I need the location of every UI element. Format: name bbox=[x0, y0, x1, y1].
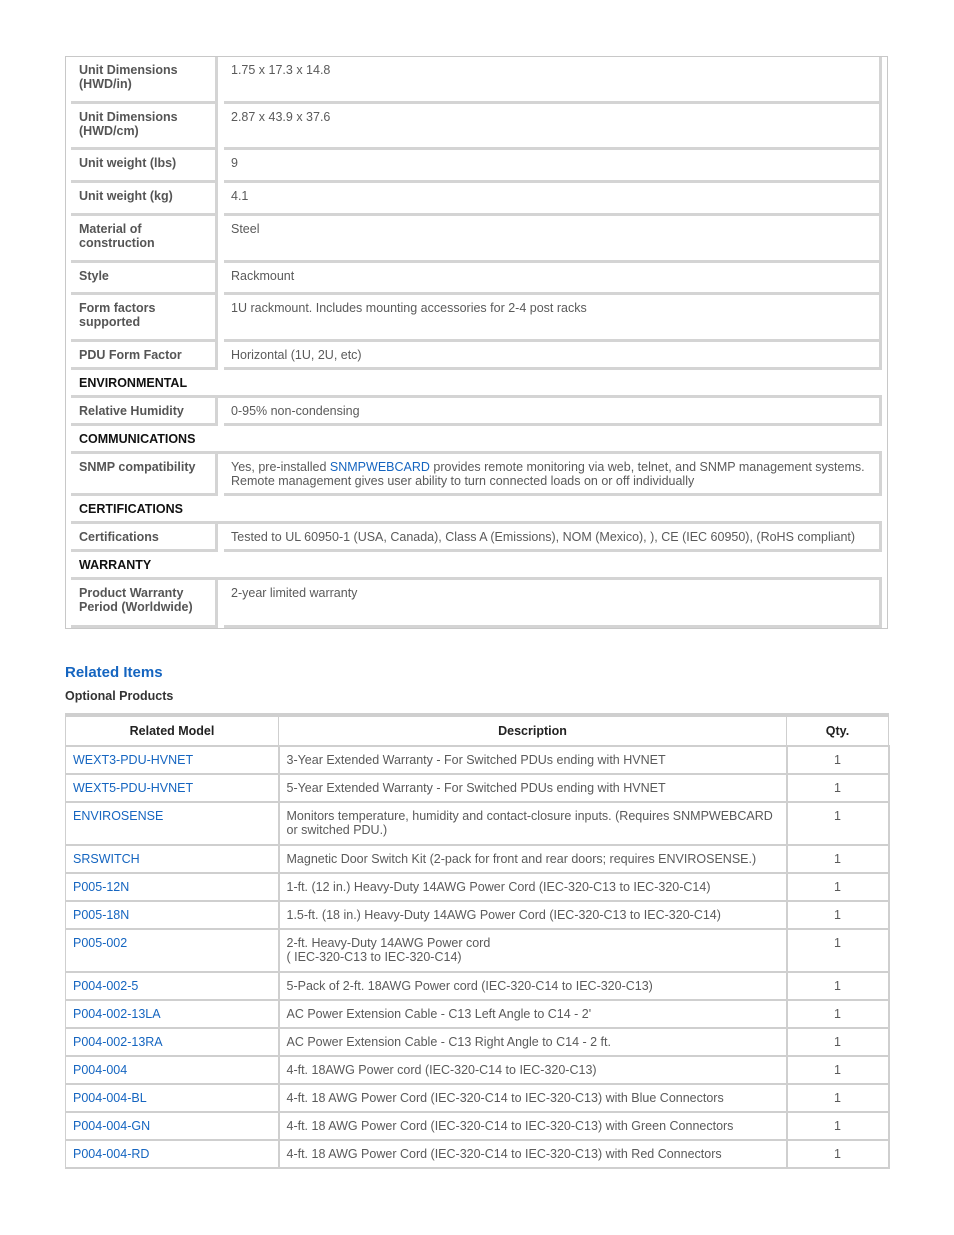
spec-label: Form factors supported bbox=[71, 295, 218, 342]
description-line: ( IEC-320-C13 to IEC-320-C14) bbox=[286, 950, 462, 964]
description-line: 2-ft. Heavy-Duty 14AWG Power cord bbox=[286, 936, 491, 950]
table-row bbox=[66, 1056, 889, 1084]
model-link[interactable]: P004-002-13RA bbox=[73, 1035, 163, 1049]
spec-value: Rackmount bbox=[224, 263, 882, 295]
related-items-heading: Related Items bbox=[65, 664, 163, 681]
description-cell: 4-ft. 18 AWG Power Cord (IEC-320-C14 to IEC-320-C13) with Blue Connectors bbox=[279, 1084, 787, 1112]
spec-row bbox=[71, 104, 882, 150]
model-link[interactable]: P004-004-GN bbox=[73, 1119, 151, 1133]
model-cell bbox=[66, 746, 279, 774]
description-cell: AC Power Extension Cable - C13 Left Angle to C14 - 2' bbox=[279, 1000, 787, 1028]
section-heading: COMMUNICATIONS bbox=[71, 426, 882, 454]
spec-label: Relative Humidity bbox=[71, 398, 218, 426]
spec-label: Unit Dimensions (HWD/cm) bbox=[71, 104, 218, 150]
model-cell bbox=[66, 901, 279, 929]
model-cell bbox=[66, 845, 279, 873]
spec-value: 1.75 x 17.3 x 14.8 bbox=[224, 57, 882, 104]
table-row bbox=[66, 1084, 889, 1112]
description-cell: AC Power Extension Cable - C13 Right Angle to C14 - 2 ft. bbox=[279, 1028, 787, 1056]
spec-value-text: Yes, pre-installed bbox=[231, 460, 330, 474]
model-link[interactable]: WEXT3-PDU-HVNET bbox=[73, 753, 194, 767]
model-cell bbox=[66, 1112, 279, 1140]
snmpwebcard-link[interactable]: SNMPWEBCARD bbox=[329, 460, 430, 474]
spec-value-text: provides remote monitoring via web, telnet, and SNMP management systems. Remote management gives user ability to turn connected loads on or off individually bbox=[231, 460, 865, 488]
model-link[interactable]: P004-002-5 bbox=[73, 979, 139, 993]
spec-value: Tested to UL 60950-1 (USA, Canada), Class A (Emissions), NOM (Mexico), ), CE (IEC 60950), (RoHS compliant) bbox=[224, 524, 882, 552]
description-cell: 4-ft. 18 AWG Power Cord (IEC-320-C14 to IEC-320-C13) with Red Connectors bbox=[279, 1140, 787, 1168]
model-cell bbox=[66, 1084, 279, 1112]
table-row bbox=[66, 845, 889, 873]
model-cell bbox=[66, 929, 279, 972]
table-row bbox=[66, 1028, 889, 1056]
table-row bbox=[66, 929, 889, 972]
qty-cell: 1 bbox=[787, 746, 889, 774]
spec-row bbox=[71, 216, 882, 263]
spec-label: Style bbox=[71, 263, 218, 295]
optional-products-heading: Optional Products bbox=[65, 689, 174, 703]
spec-row bbox=[71, 183, 882, 216]
spec-value: 2-year limited warranty bbox=[224, 580, 882, 628]
related-products-table bbox=[65, 713, 890, 1169]
qty-cell: 1 bbox=[787, 1084, 889, 1112]
qty-cell: 1 bbox=[787, 929, 889, 972]
section-heading: WARRANTY bbox=[71, 552, 882, 580]
spec-label: Unit weight (lbs) bbox=[71, 150, 218, 183]
table-row bbox=[66, 873, 889, 901]
spec-label: PDU Form Factor bbox=[71, 342, 218, 370]
spec-row bbox=[71, 263, 882, 295]
table-row bbox=[66, 1112, 889, 1140]
model-cell bbox=[66, 1000, 279, 1028]
table-row bbox=[66, 1000, 889, 1028]
table-row bbox=[66, 972, 889, 1000]
qty-cell: 1 bbox=[787, 774, 889, 802]
spec-label: Unit weight (kg) bbox=[71, 183, 218, 216]
spec-row bbox=[71, 580, 882, 628]
qty-cell: 1 bbox=[787, 873, 889, 901]
model-cell bbox=[66, 774, 279, 802]
spec-label: Unit Dimensions (HWD/in) bbox=[71, 57, 218, 104]
description-cell: 3-Year Extended Warranty - For Switched PDUs ending with HVNET bbox=[279, 746, 787, 774]
spec-row bbox=[71, 524, 882, 552]
spec-value: Horizontal (1U, 2U, etc) bbox=[224, 342, 882, 370]
qty-cell: 1 bbox=[787, 972, 889, 1000]
spec-label: Material of construction bbox=[71, 216, 218, 263]
qty-cell: 1 bbox=[787, 901, 889, 929]
description-cell: 1.5-ft. (18 in.) Heavy-Duty 14AWG Power Cord (IEC-320-C13 to IEC-320-C14) bbox=[279, 901, 787, 929]
qty-cell: 1 bbox=[787, 1140, 889, 1168]
spec-row bbox=[71, 342, 882, 370]
model-link[interactable]: P004-002-13LA bbox=[73, 1007, 161, 1021]
spec-row bbox=[71, 398, 882, 426]
table-row bbox=[66, 1140, 889, 1168]
spec-value: Steel bbox=[224, 216, 882, 263]
spec-value: 9 bbox=[224, 150, 882, 183]
table-row bbox=[66, 746, 889, 774]
table-row bbox=[66, 901, 889, 929]
model-link[interactable]: P005-12N bbox=[73, 880, 130, 894]
spec-label: SNMP compatibility bbox=[71, 454, 218, 496]
section-heading: ENVIRONMENTAL bbox=[71, 370, 882, 398]
model-link[interactable]: WEXT5-PDU-HVNET bbox=[73, 781, 194, 795]
spec-value: 1U rackmount. Includes mounting accessories for 2-4 post racks bbox=[224, 295, 882, 342]
table-row bbox=[66, 802, 889, 845]
description-cell: 4-ft. 18 AWG Power Cord (IEC-320-C14 to IEC-320-C13) with Green Connectors bbox=[279, 1112, 787, 1140]
description-cell: 5-Pack of 2-ft. 18AWG Power cord (IEC-320-C14 to IEC-320-C13) bbox=[279, 972, 787, 1000]
spec-row bbox=[71, 295, 882, 342]
model-cell bbox=[66, 802, 279, 845]
description-cell bbox=[279, 929, 787, 972]
spec-value: 4.1 bbox=[224, 183, 882, 216]
description-cell: Monitors temperature, humidity and contact-closure inputs. (Requires SNMPWEBCARD or switched PDU.) bbox=[279, 802, 787, 845]
model-link[interactable]: P004-004-BL bbox=[73, 1091, 147, 1105]
model-link[interactable]: P004-004-RD bbox=[73, 1147, 150, 1161]
qty-cell: 1 bbox=[787, 1056, 889, 1084]
description-cell: 4-ft. 18AWG Power cord (IEC-320-C14 to IEC-320-C13) bbox=[279, 1056, 787, 1084]
spec-value: 0-95% non-condensing bbox=[224, 398, 882, 426]
model-cell bbox=[66, 1028, 279, 1056]
model-cell bbox=[66, 972, 279, 1000]
description-cell: 5-Year Extended Warranty - For Switched PDUs ending with HVNET bbox=[279, 774, 787, 802]
column-header-qty: Qty. bbox=[787, 715, 889, 746]
section-heading: CERTIFICATIONS bbox=[71, 496, 882, 524]
spec-row bbox=[71, 57, 882, 104]
model-link[interactable]: P005-002 bbox=[73, 936, 128, 950]
model-cell bbox=[66, 873, 279, 901]
qty-cell: 1 bbox=[787, 1028, 889, 1056]
qty-cell: 1 bbox=[787, 1000, 889, 1028]
description-cell: 1-ft. (12 in.) Heavy-Duty 14AWG Power Cord (IEC-320-C13 to IEC-320-C14) bbox=[279, 873, 787, 901]
spec-label: Product Warranty Period (Worldwide) bbox=[71, 580, 218, 628]
model-link[interactable]: P004-004 bbox=[73, 1063, 128, 1077]
description-cell: Magnetic Door Switch Kit (2-pack for front and rear doors; requires ENVIROSENSE.) bbox=[279, 845, 787, 873]
model-link[interactable]: SRSWITCH bbox=[73, 852, 140, 866]
spec-row bbox=[71, 454, 882, 496]
specifications-rows bbox=[71, 57, 882, 628]
model-link[interactable]: P005-18N bbox=[73, 908, 130, 922]
spec-value: 2.87 x 43.9 x 37.6 bbox=[224, 104, 882, 150]
model-cell bbox=[66, 1056, 279, 1084]
table-row bbox=[66, 774, 889, 802]
spec-row bbox=[71, 150, 882, 183]
qty-cell: 1 bbox=[787, 1112, 889, 1140]
qty-cell: 1 bbox=[787, 845, 889, 873]
model-cell bbox=[66, 1140, 279, 1168]
column-header-description: Description bbox=[279, 715, 787, 746]
spec-value bbox=[224, 454, 882, 496]
specifications-table bbox=[65, 56, 888, 629]
spec-label: Certifications bbox=[71, 524, 218, 552]
qty-cell: 1 bbox=[787, 802, 889, 845]
column-header-model: Related Model bbox=[66, 715, 279, 746]
model-link[interactable]: ENVIROSENSE bbox=[73, 809, 164, 823]
